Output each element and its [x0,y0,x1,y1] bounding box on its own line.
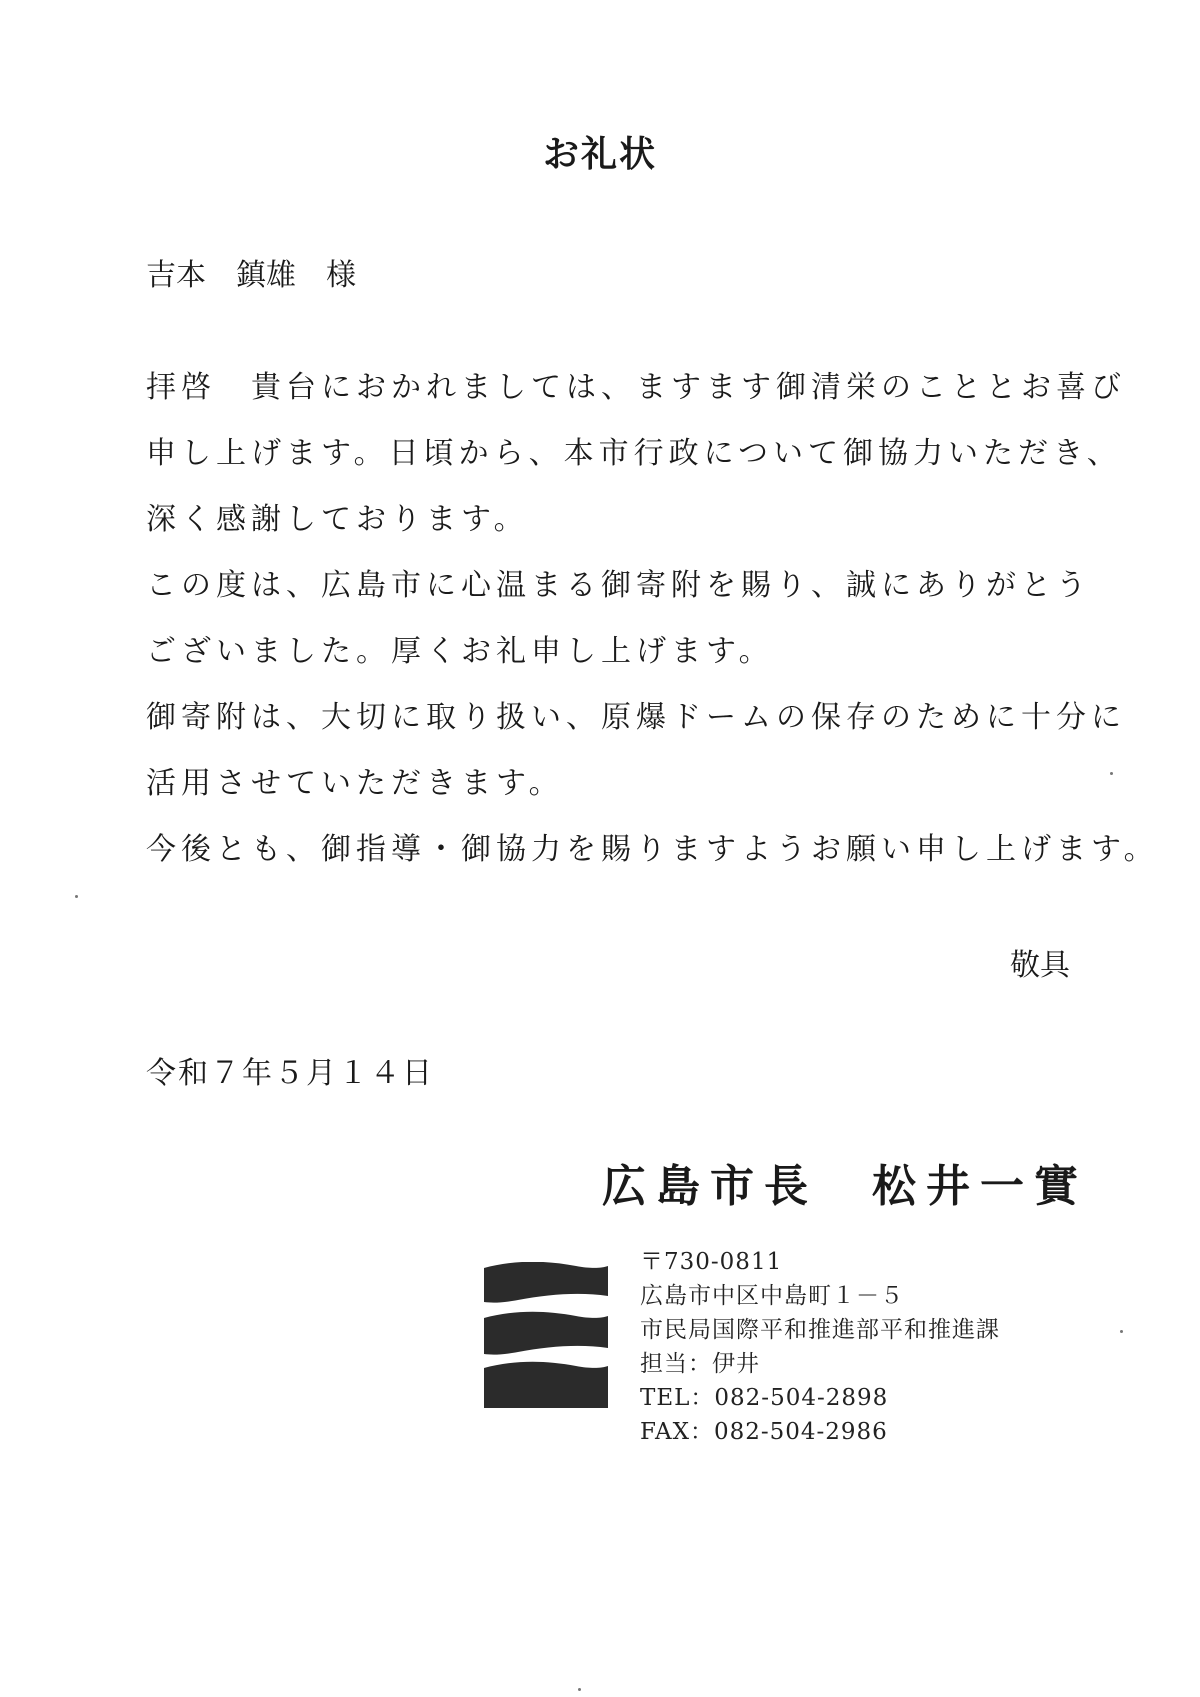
body-line: 深く感謝しております。 [146,502,529,537]
body-line: 申し上げます。日頃から、本市行政について御協力いただき、 [146,436,1122,471]
scan-speck [75,895,78,898]
document-title: お礼状 [542,133,657,175]
closing-keigu: 敬具 [1010,948,1070,983]
letter-date: 令和７年５月１４日 [146,1056,434,1091]
department: 市民局国際平和推進部平和推進課 [640,1317,1000,1343]
mayor-signature: 広島市長 松井一實 [602,1161,1088,1212]
scan-speck [1110,772,1113,775]
scan-speck [578,1688,581,1691]
body-line: 拝啓 貴台におかれましては、ますます御清栄のこととお喜び [146,370,1126,405]
postal-code: 〒730-0811 [640,1249,783,1275]
addressee: 吉本 鎮雄 様 [146,258,356,293]
address: 広島市中区中島町１－５ [640,1283,904,1309]
body-line: 活用させていただきます。 [146,766,564,801]
body-line: この度は、広島市に心温まる御寄附を賜り、誠にありがとう [146,568,1091,603]
hiroshima-city-emblem-icon [484,1262,608,1408]
fax: FAX：082-504-2986 [640,1419,888,1445]
body-line: 今後とも、御指導・御協力を賜りますようお願い申し上げます。 [146,832,1159,867]
contact-block [640,1245,1000,1449]
letter-body [146,355,1159,883]
telephone: TEL：082-504-2898 [640,1385,889,1411]
body-line: 御寄附は、大切に取り扱い、原爆ドームの保存のために十分に [146,700,1126,735]
body-line: ございました。厚くお礼申し上げます。 [146,634,774,669]
contact-person: 担当：伊井 [640,1351,760,1377]
scan-speck [1120,1330,1123,1333]
